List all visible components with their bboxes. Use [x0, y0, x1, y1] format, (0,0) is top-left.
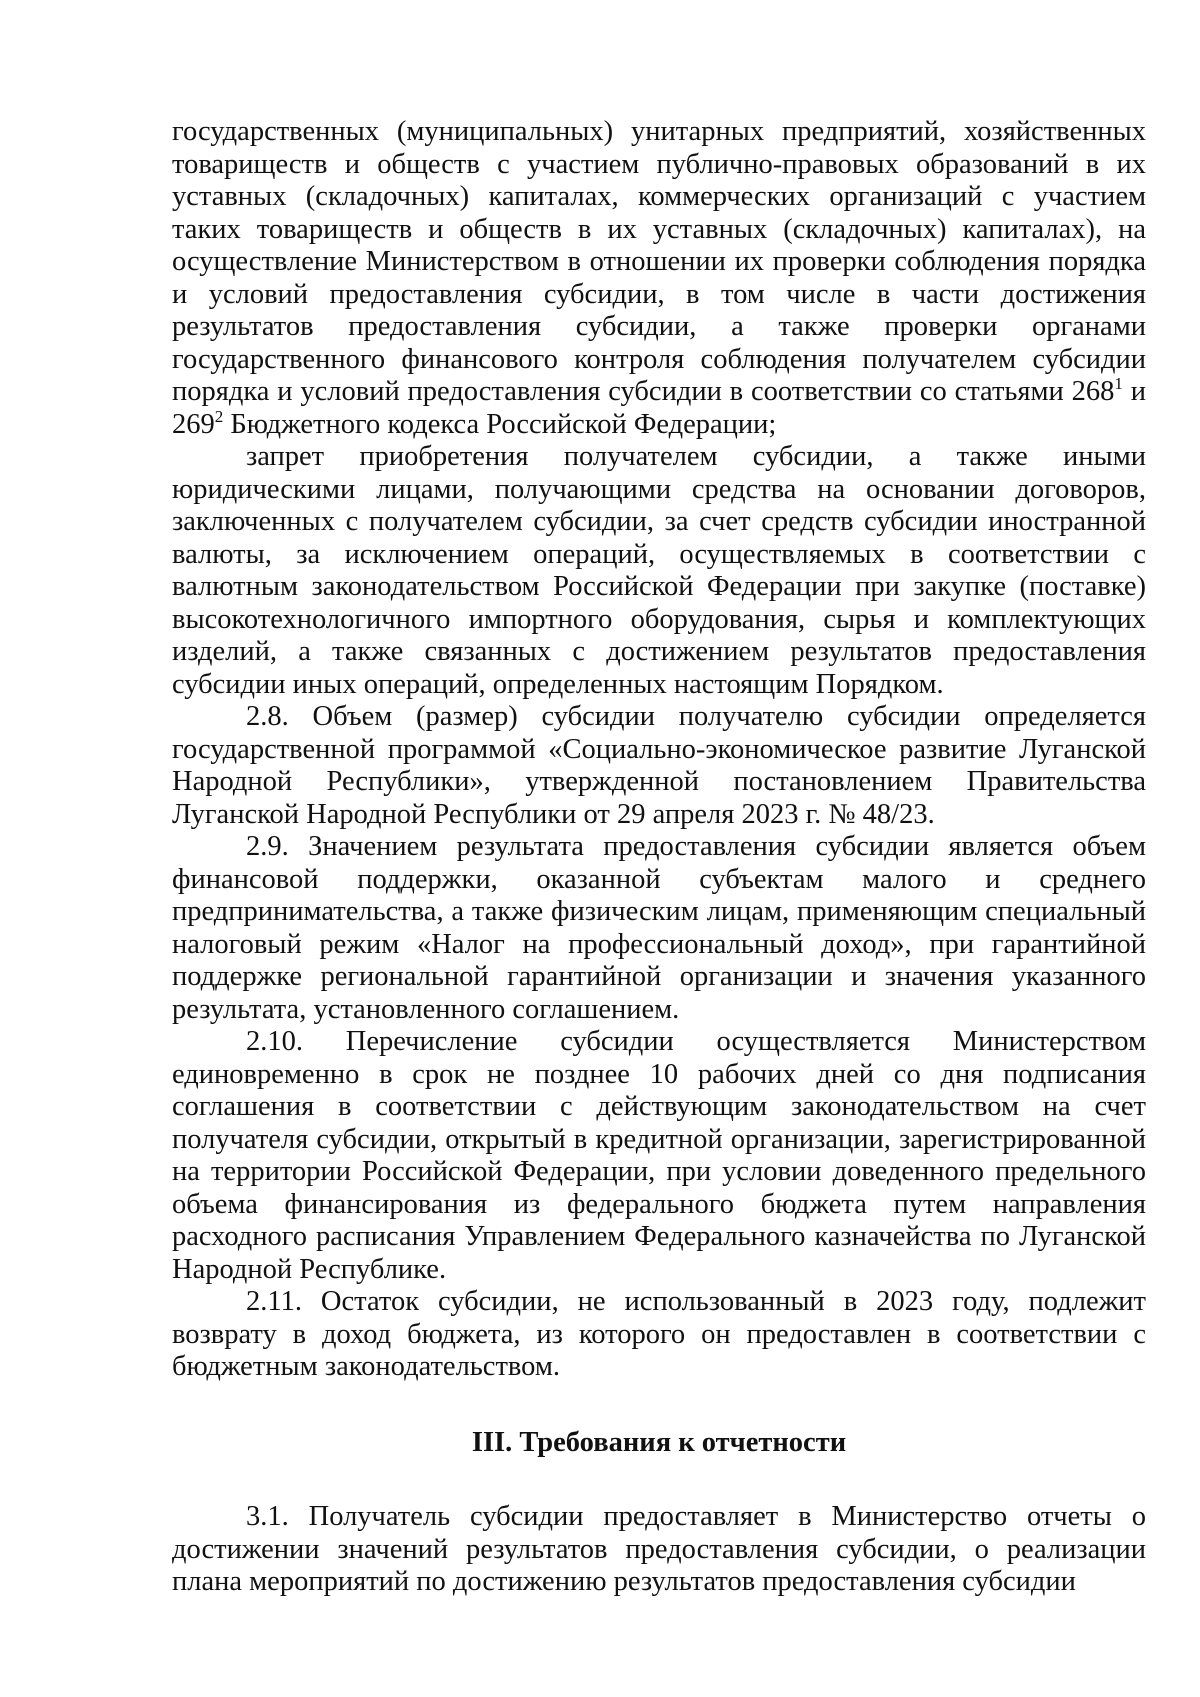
text-segment: Бюджетного кодекса Российской Федерации;: [223, 408, 777, 440]
paragraph-2-9: [172, 831, 1146, 1026]
paragraph-3-1: [172, 1501, 1146, 1599]
text-segment: и 269: [172, 376, 1146, 440]
text-segment: 3.1. Получатель субсидии предоставляет в Министерство отчеты о достижении значений результатов предоставления субсидии, о реализации плана мероприятий по достижению результатов предоставления субсидии: [172, 1501, 1146, 1597]
text-segment: 2.8. Объем (размер) субсидии получателю субсидии определяется государственной программой «Социально-экономическое развитие Луганской Народной Республики», утвержденной постановлением Правительства Луганской Народной Республики от 29 апреля 2023 г. № 48/23.: [172, 701, 1146, 830]
text-segment: государственных (муниципальных) унитарных предприятий, хозяйственных товариществ и обществ с участием публично-правовых образований в их уставных (складочных) капиталах, коммерческих организаций с участием таких товариществ и обществ в их уставных (складочных) капиталах), на осуществление Министерством в отношении их проверки соблюдения порядка и условий предоставления субсидии, в том числе в части достижения результатов предоставления субсидии, а также проверки органами государственного финансового контроля соблюдения получателем субсидии порядка и условий предоставления субсидии в соответствии со статьями 268: [172, 116, 1146, 407]
text-segment: 2.10. Перечисление субсидии осуществляется Министерством единовременно в срок не позднее 10 рабочих дней со дня подписания соглашения в соответствии с действующим законодательством на счет получателя субсидии, открытый в кредитной организации, зарегистрированной на территории Российской Федерации, при условии доведенного предельного объема финансирования из федерального бюджета путем направления расходного расписания Управлением Федерального казначейства по Луганской Народной Республике.: [172, 1026, 1146, 1285]
paragraph-2-8: [172, 701, 1146, 831]
text-segment: запрет приобретения получателем субсидии, а также иными юридическими лицами, получающими средства на основании договоров, заключенных с получателем субсидии, за счет средств субсидии иностранной валюты, за исключением операций, осуществляемых в соответствии с валютным законодательством Российской Федерации при закупке (поставке) высокотехнологичного импортного оборудования, сырья и комплектующих изделий, а также связанных с достижением результатов предоставления субсидии иных операций, определенных настоящим Порядком.: [172, 441, 1146, 700]
superscript-1: 1: [1114, 374, 1123, 393]
text-segment: 2.11. Остаток субсидии, не использованный в 2023 году, подлежит возврату в доход бюджета, из которого он предоставлен в соответствии с бюджетным законодательством.: [172, 1286, 1146, 1382]
text-segment: 2.9. Значением результата предоставления субсидии является объем финансовой поддержки, оказанной субъектам малого и среднего предпринимательства, а также физическим лицам, применяющим специальный налоговый режим «Налог на профессиональный доход», при гарантийной поддержке региональной гарантийной организации и значения указанного результата, установленного соглашением.: [172, 831, 1146, 1025]
paragraph-recipient-consent: [172, 116, 1146, 441]
paragraph-currency-ban: [172, 441, 1146, 701]
section-heading: III. Требования к отчетности: [471, 1426, 847, 1458]
paragraph-2-10: [172, 1026, 1146, 1286]
superscript-2: 2: [214, 406, 224, 426]
document-body: [172, 116, 1146, 1599]
paragraph-2-11: [172, 1286, 1146, 1384]
